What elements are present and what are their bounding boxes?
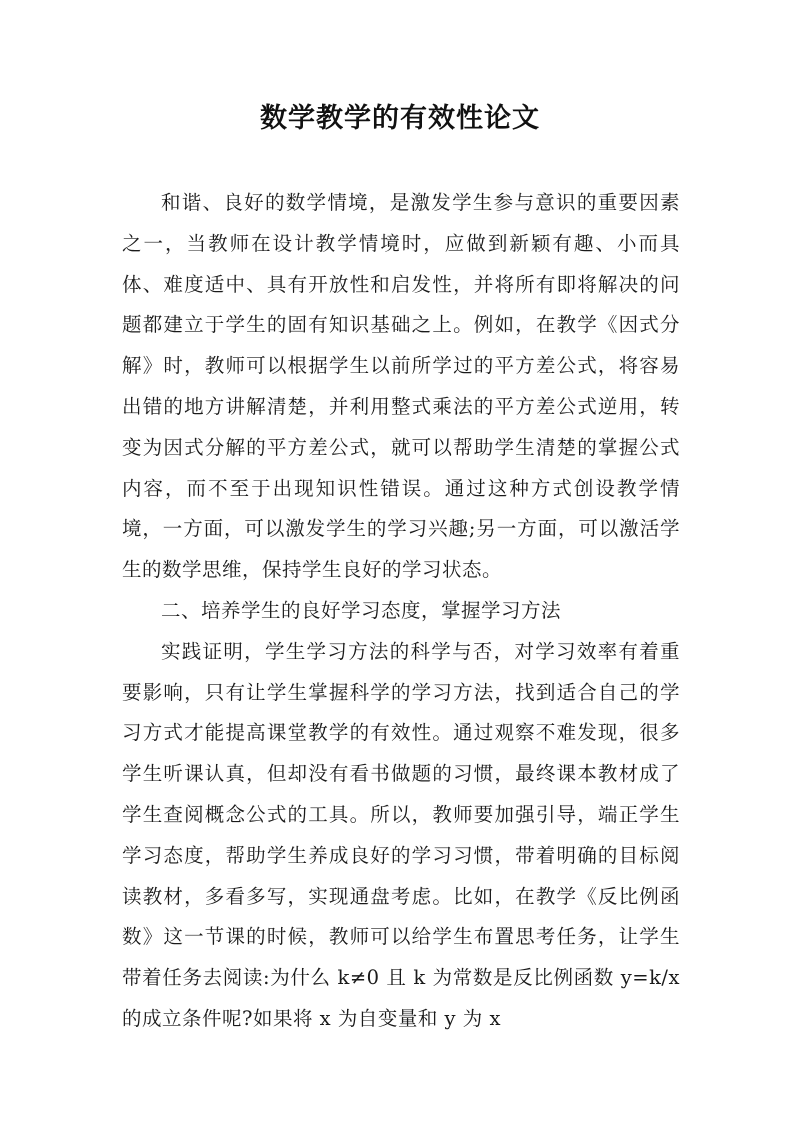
document-title: 数学教学的有效性论文 [260,103,540,134]
section-heading: 二、培养学生的良好学习态度，掌握学习方法 [161,598,562,622]
paragraph-intro: 和谐、良好的数学情境，是激发学生参与意识的重要因素之一，当教师在设计教学情境时，应做到新颖有趣、小而具体、难度适中、具有开放性和启发性，并将所有即将解决的问题都建立于学生的固有知识基础之上。例如，在教学《因式分解》时，教师可以根据学生以前所学过的平方差公式，将容易出错的地方讲解清楚，并利用整式乘法的平方差公式逆用，转变为因式分解的平方差公式，就可以帮助学生清楚的掌握公式内容，而不至于出现知识性错误。通过这种方式创设教学情境，一方面，可以激发学生的学习兴趣;另一方面，可以激活学生的数学思维，保持学生良好的学习状态。 [122,191,680,582]
document-body [122,183,680,1040]
paragraph-study-methods: 实践证明，学生学习方法的科学与否，对学习效率有着重要影响，只有让学生掌握科学的学习方法，找到适合自己的学习方式才能提高课堂教学的有效性。通过观察不难发现，很多学生听课认真，但却没有看书做题的习惯，最终课本教材成了学生查阅概念公式的工具。所以，教师要加强引导，端正学生学习态度，帮助学生养成良好的学习习惯，带着明确的目标阅读教材，多看多写，实现通盘考虑。比如，在教学《反比例函数》这一节课的时候，教师可以给学生布置思考任务，让学生带着任务去阅读:为什么 k≠0 且 k 为常数是反比例函数 y=k/x 的成立条件呢?如果将 x 为自变量和 y 为 x [122,639,680,1030]
